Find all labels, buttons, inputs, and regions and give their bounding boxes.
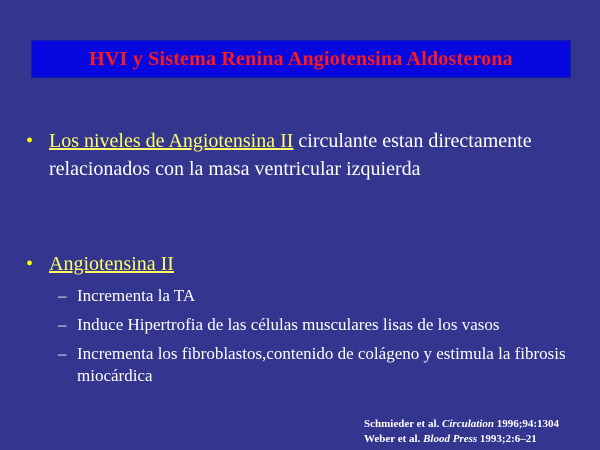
- reference-detail: 1996;94:1304: [493, 418, 560, 430]
- title-banner: [31, 40, 571, 78]
- bullet-text: [49, 250, 594, 278]
- bullet-marker: •: [26, 253, 34, 275]
- reference-journal: Circulation: [442, 418, 494, 430]
- reference-authors: Schmieder et al.: [364, 418, 443, 430]
- sub-item-text: Incrementa la TA: [77, 286, 196, 305]
- highlighted-term: Angiotensina II: [49, 253, 174, 275]
- reference-journal: Blood Press: [423, 433, 478, 445]
- reference-authors: Weber et al.: [364, 433, 424, 445]
- reference-citation: [364, 432, 537, 446]
- slide-title: HVI y Sistema Renina Angiotensina Aldosterona: [89, 47, 513, 70]
- reference-detail: 1993;2:6–21: [477, 433, 537, 445]
- sub-item-text: Incrementa los fibroblastos,contenido de colágeno y estimula la fibrosis miocárdica: [77, 344, 566, 385]
- reference-citation: [364, 417, 559, 431]
- sub-item-dash: –: [58, 344, 67, 363]
- sub-item-dash: –: [58, 315, 67, 334]
- bullet-text: [49, 127, 594, 183]
- sub-item-dash: –: [58, 286, 67, 305]
- sub-item-text: Induce Hipertrofia de las células musculares lisas de los vasos: [77, 315, 500, 334]
- bullet-rest-text: circulante estan directamente relacionados con la masa ventricular izquierda: [49, 130, 532, 180]
- bullet-marker: •: [26, 130, 34, 152]
- highlighted-term: Los niveles de Angiotensina II: [49, 130, 294, 152]
